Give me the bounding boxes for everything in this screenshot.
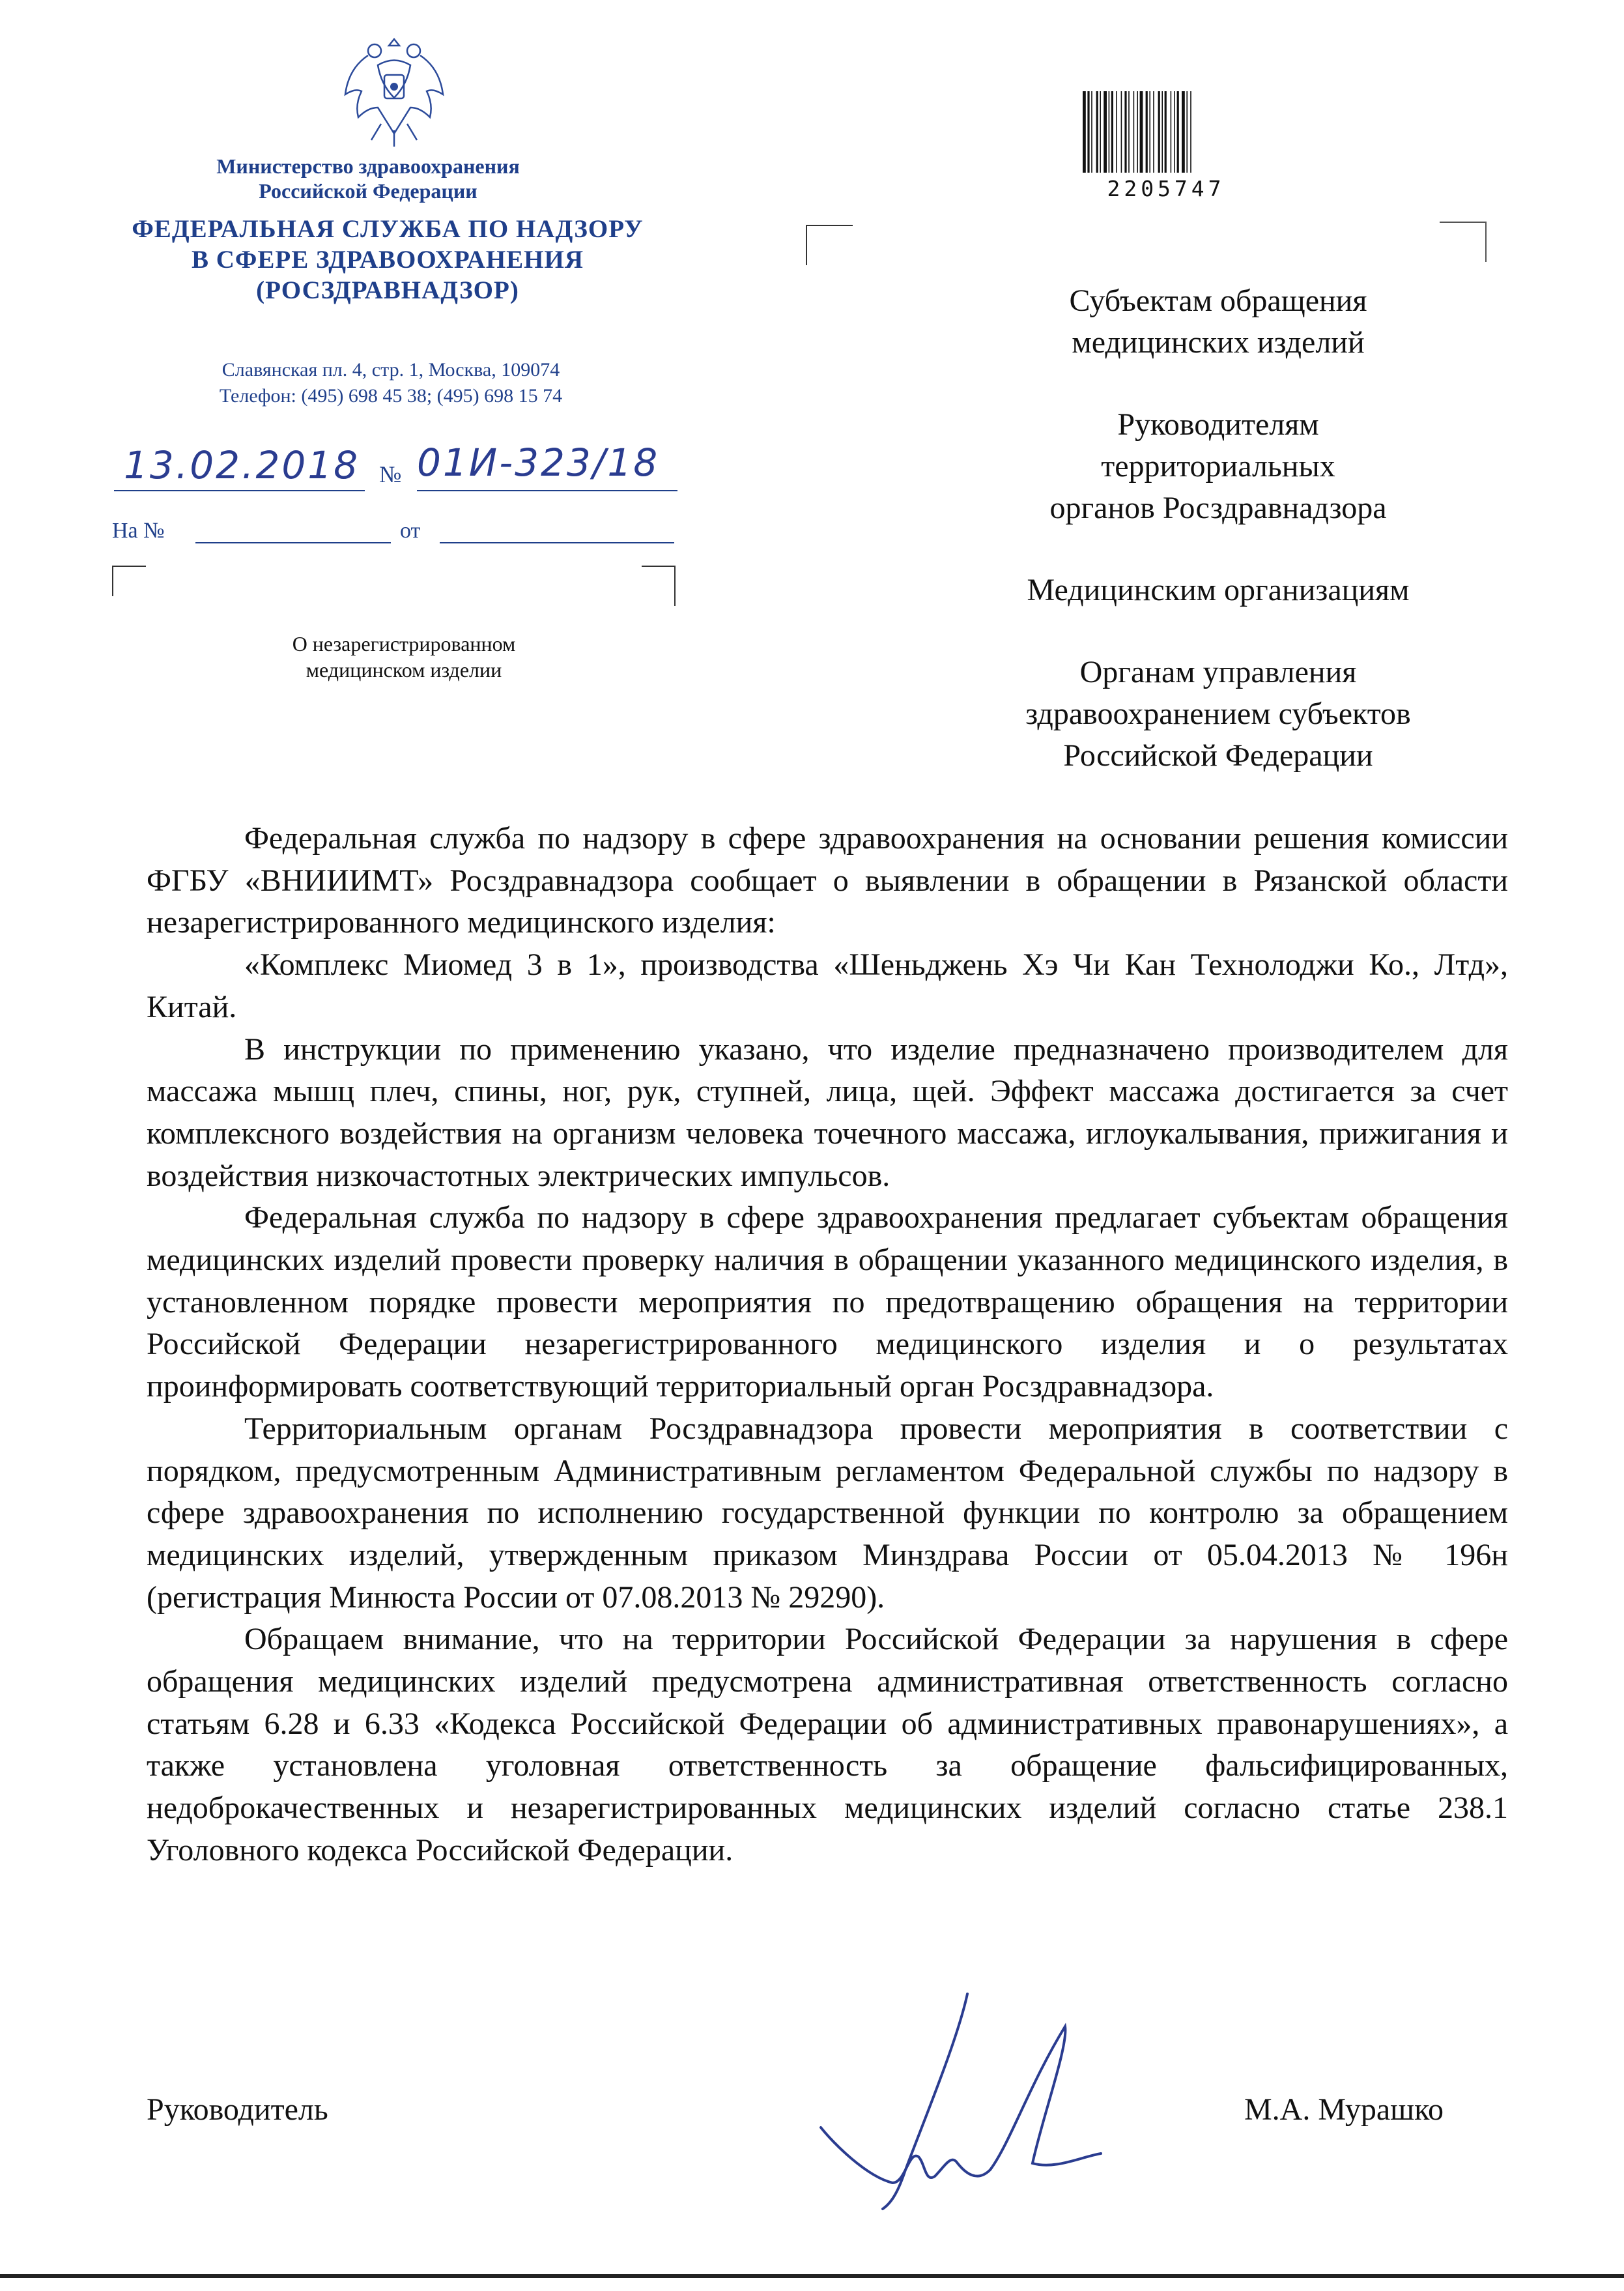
reference-date-label: от	[400, 519, 421, 543]
barcode-bar	[1104, 91, 1107, 173]
barcode	[1081, 91, 1251, 176]
barcode-bar	[1182, 91, 1185, 173]
service-name	[107, 214, 668, 306]
address-block	[130, 357, 651, 409]
address-bracket-right	[1440, 222, 1487, 262]
registration-date: 13.02.2018	[124, 443, 360, 487]
addressees	[925, 280, 1511, 817]
service-line-2: В СФЕРЕ ЗДРАВООХРАНЕНИЯ	[191, 246, 584, 274]
barcode-bar	[1100, 91, 1101, 173]
signatory-role: Руководитель	[147, 2092, 328, 2127]
addressee-subjects	[925, 280, 1511, 364]
addressee-line: Субъектам обращения	[1069, 283, 1367, 318]
body-paragraph: Федеральная служба по надзору в сфере здравоохранения предлагает субъектам обращения медицинских изделий провести проверку наличия в обращении указанного медицинского изделия, в установленном порядке провести мероприятия по предотвращению обращения на территории Российской Федерации незарегистрированного медицинского изделия и о результатах проинформировать соответствующий территориальный орган Росздравнадзора.	[147, 1200, 1508, 1404]
reference-number-label: На №	[112, 519, 165, 543]
service-line-3: (РОСЗДРАВНАДЗОР)	[256, 276, 519, 304]
barcode-number: 2205747	[1107, 176, 1225, 201]
barcode-bar	[1186, 91, 1188, 173]
handwritten-signature	[795, 1987, 1133, 2222]
subject-line-2: медицинском изделии	[306, 658, 502, 682]
subject-line-1: О незарегистрированном	[292, 632, 516, 656]
barcode-bar	[1177, 91, 1179, 173]
reference-date-line	[440, 542, 674, 543]
barcode-bar	[1121, 91, 1122, 173]
addressee-line: органов Росздравнадзора	[1049, 491, 1387, 525]
barcode-bar	[1128, 91, 1130, 173]
barcode-bar	[1171, 91, 1172, 173]
letter-subject	[254, 631, 554, 683]
ministry-line-1: Министерство здравоохранения	[216, 154, 520, 178]
addressee-line: территориальных	[1101, 449, 1335, 483]
number-underline	[417, 490, 677, 491]
barcode-bar	[1087, 91, 1089, 173]
ministry-line-2: Российской Федерации	[259, 179, 477, 203]
subject-bracket-right	[642, 566, 676, 606]
addressee-medical-orgs	[925, 569, 1511, 611]
addressee-line: Органам управления	[1079, 655, 1357, 689]
body-paragraph: Федеральная служба по надзору в сфере здравоохранения на основании решения комиссии ФГБУ «ВНИИИМТ» Росздравнадзора сообщает о выявлении в обращении в Рязанской области незарегистрированного медицинского изделия:	[147, 821, 1508, 940]
page-bottom-edge	[0, 2274, 1624, 2278]
barcode-bar	[1109, 91, 1110, 173]
addressee-territorial-heads	[925, 404, 1511, 529]
barcode-bar	[1190, 91, 1191, 173]
addressee-line: медицинских изделий	[1072, 325, 1365, 360]
coat-of-arms-emblem	[329, 26, 459, 156]
phone-line: Телефон: (495) 698 45 38; (495) 698 15 74	[219, 385, 563, 407]
letter-body	[147, 818, 1508, 1872]
date-underline	[114, 490, 365, 491]
barcode-bar	[1091, 91, 1092, 173]
addressee-line: Российской Федерации	[1063, 738, 1373, 773]
addressee-line: здравоохранением субъектов	[1025, 697, 1411, 731]
barcode-bar	[1161, 91, 1163, 173]
body-paragraph: «Комплекс Миомед 3 в 1», производства «Шеньджень Хэ Чи Кан Технолоджи Ко., Лтд», Китай.	[147, 947, 1508, 1024]
barcode-bar	[1096, 91, 1098, 173]
signatory-name: М.А. Мурашко	[1244, 2092, 1444, 2127]
barcode-bar	[1124, 91, 1126, 173]
body-paragraph: Обращаем внимание, что на территории Российской Федерации за нарушения в сфере обращения медицинских изделий предусмотрена административная ответственность согласно статьям 6.28 и 6.33 «Кодекса Российской Федерации об административных правонарушениях», а также установлена уголовная ответственность за обращение фальсифицированных, недоброкачественных и незарегистрированных медицинских изделий согласно статье 238.1 Уголовного кодекса Российской Федерации.	[147, 1622, 1508, 1867]
addressee-health-authorities	[925, 652, 1511, 777]
barcode-bar	[1158, 91, 1160, 173]
barcode-bar	[1116, 91, 1117, 173]
barcode-bar	[1146, 91, 1148, 173]
barcode-bar	[1133, 91, 1135, 173]
address-line: Славянская пл. 4, стр. 1, Москва, 109074	[221, 359, 560, 381]
number-sign: №	[379, 461, 402, 487]
body-paragraph: Территориальным органам Росздравнадзора провести мероприятия в соответствии с порядком, предусмотренным Административным регламентом Федеральной службы по надзору в сфере здравоохранения по исполнению государственной функции по контролю за обращением медицинских изделий, утвержденным приказом Минздрава России от 05.04.2013 № 196н (регистрация Минюста России от 07.08.2013 № 29290).	[147, 1411, 1508, 1615]
registration-number: 01И-323/18	[417, 440, 660, 485]
body-paragraph: В инструкции по применению указано, что изделие предназначено производителем для массажа мышц плеч, спины, ног, рук, ступней, лица, щей. Эффект массажа достигается за счет комплексного воздействия на организм человека точечного массажа, иглоукалывания, прижигания и воздействия низкочастотных электрических импульсов.	[147, 1031, 1508, 1193]
barcode-bar	[1111, 91, 1113, 173]
barcode-bar	[1137, 91, 1138, 173]
service-line-1: ФЕДЕРАЛЬНАЯ СЛУЖБА ПО НАДЗОРУ	[132, 215, 644, 243]
reference-number-line	[195, 542, 391, 543]
barcode-bar	[1165, 91, 1167, 173]
barcode-bar	[1153, 91, 1154, 173]
barcode-bar	[1174, 91, 1175, 173]
subject-bracket-left	[112, 566, 146, 596]
ministry-name	[130, 154, 606, 203]
address-bracket-left	[806, 225, 853, 265]
barcode-bar	[1149, 91, 1150, 173]
barcode-bar	[1140, 91, 1143, 173]
barcode-bar	[1083, 91, 1086, 173]
addressee-line: Медицинским организациям	[1027, 573, 1410, 607]
addressee-line: Руководителям	[1117, 407, 1319, 442]
